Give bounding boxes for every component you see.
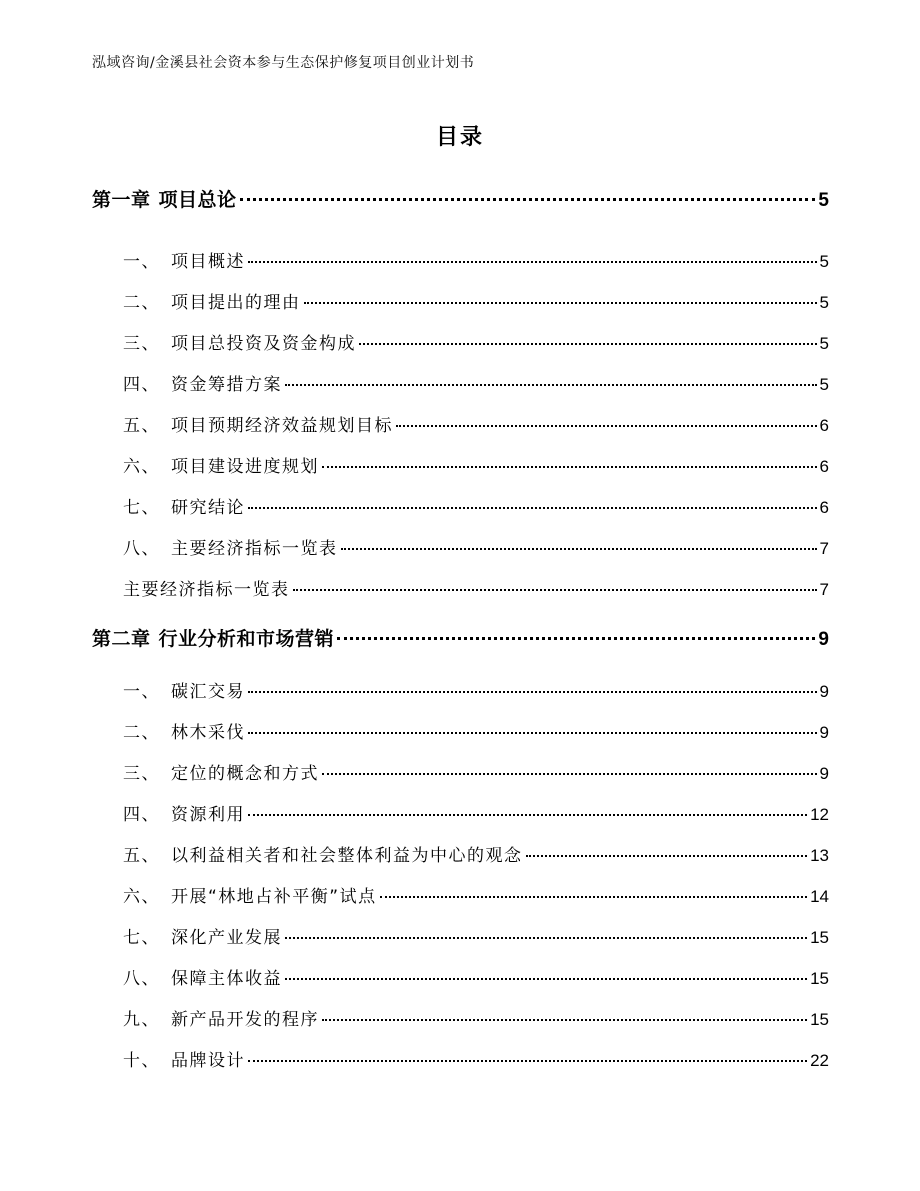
toc-section-title: 主要经济指标一览表: [171, 539, 338, 559]
dot-leader: [285, 383, 817, 386]
toc-section-entry[interactable]: [123, 534, 829, 559]
toc-section-number: 三、: [123, 334, 160, 354]
toc-section-entry[interactable]: [123, 800, 829, 825]
toc-section-number: 四、: [123, 375, 160, 395]
toc-entry-label: [92, 185, 237, 212]
toc-page-number: 14: [810, 887, 829, 906]
toc-section-number: 九、: [123, 1010, 160, 1030]
dot-leader: [304, 301, 817, 304]
toc-section-title: 资源利用: [171, 805, 245, 825]
toc-section-number: 二、: [123, 293, 160, 313]
toc-section-title: 主要经济指标一览表: [123, 580, 290, 600]
toc-section-entry[interactable]: [123, 288, 829, 313]
toc-section-entry[interactable]: [123, 759, 829, 784]
toc-section-entry[interactable]: [123, 452, 829, 477]
toc-page-number: 7: [819, 539, 829, 558]
dot-leader: [248, 260, 817, 263]
dot-leader: [248, 731, 817, 734]
toc-section-title: 以利益相关者和社会整体利益为中心的观念: [171, 846, 523, 866]
toc-section-title: 深化产业发展: [171, 928, 282, 948]
toc-section-title: 研究结论: [171, 498, 245, 518]
toc-section-entry[interactable]: [123, 247, 829, 272]
toc-section-entry[interactable]: [123, 575, 829, 600]
toc-section-title: 品牌设计: [171, 1051, 245, 1071]
toc-section-entry[interactable]: [123, 882, 829, 907]
toc-chapter-1[interactable]: [92, 185, 829, 212]
toc-section-entry[interactable]: [123, 1046, 829, 1071]
toc-section-title: 项目建设进度规划: [171, 457, 319, 477]
toc-page-number: 6: [819, 416, 829, 435]
toc-title: 目录: [435, 125, 484, 150]
toc-chapter-2[interactable]: [92, 624, 829, 651]
toc-section-title: 定位的概念和方式: [171, 764, 319, 784]
toc-chapter-title: 行业分析和市场营销: [158, 628, 335, 650]
toc-section-number: 五、: [123, 846, 160, 866]
toc-section-entry[interactable]: [123, 841, 829, 866]
dot-leader: [285, 977, 807, 980]
toc-section-title: 项目提出的理由: [171, 293, 301, 313]
toc-section-entry[interactable]: [123, 411, 829, 436]
dot-leader: [322, 772, 817, 775]
dot-leader: [248, 506, 817, 509]
toc-chapter-number: 第一章: [92, 189, 151, 211]
toc-page-number: 15: [810, 928, 829, 947]
toc-chapter-number: 第二章: [92, 628, 151, 650]
dot-leader: [240, 197, 816, 201]
toc-section-number: 一、: [123, 252, 160, 272]
toc-page-number: 13: [810, 846, 829, 865]
dot-leader: [248, 690, 817, 693]
toc-section-number: 一、: [123, 682, 160, 702]
toc-section-number: 六、: [123, 887, 160, 907]
toc-section-entry[interactable]: [123, 677, 829, 702]
toc-section-title: 开展“林地占补平衡”试点: [171, 887, 377, 907]
dot-leader: [285, 936, 807, 939]
dot-leader: [380, 895, 807, 898]
toc-page-number: 7: [819, 580, 829, 599]
toc-section-number: 五、: [123, 416, 160, 436]
toc-page-number: 9: [819, 723, 829, 742]
dot-leader: [293, 588, 817, 591]
toc-page-number: 9: [819, 764, 829, 783]
toc-page-number: 15: [810, 969, 829, 988]
toc-section-entry[interactable]: [123, 964, 829, 989]
toc-section-number: 七、: [123, 928, 160, 948]
toc-section-number: 二、: [123, 723, 160, 743]
toc-section-entry[interactable]: [123, 923, 829, 948]
toc-section-entry[interactable]: [123, 493, 829, 518]
dot-leader: [359, 342, 817, 345]
dot-leader: [337, 636, 815, 640]
toc-section-title: 项目预期经济效益规划目标: [171, 416, 393, 436]
toc-section-number: 八、: [123, 539, 160, 559]
toc-page-number: 5: [819, 293, 829, 312]
dot-leader: [322, 1018, 807, 1021]
toc-section-entry[interactable]: [123, 329, 829, 354]
toc-page-number: 6: [819, 457, 829, 476]
toc-page-number: 9: [818, 629, 829, 650]
toc-section-entry[interactable]: [123, 370, 829, 395]
toc-section-title: 新产品开发的程序: [171, 1010, 319, 1030]
toc-section-title: 碳汇交易: [171, 682, 245, 702]
toc-section-entry[interactable]: [123, 718, 829, 743]
dot-leader: [248, 1059, 807, 1062]
toc-section-title: 林木采伐: [171, 723, 245, 743]
toc-section-number: 六、: [123, 457, 160, 477]
running-header: 泓域咨询/金溪县社会资本参与生态保护修复项目创业计划书: [92, 55, 475, 71]
toc-chapter-title: 项目总论: [158, 189, 237, 211]
toc-page-number: 22: [810, 1051, 829, 1070]
toc-section-number: 三、: [123, 764, 160, 784]
toc-section-entry[interactable]: [123, 1005, 829, 1030]
dot-leader: [322, 465, 817, 468]
dot-leader: [248, 813, 807, 816]
toc-page-number: 9: [819, 682, 829, 701]
toc-page-number: 5: [819, 252, 829, 271]
dot-leader: [526, 854, 808, 857]
toc-section-title: 项目概述: [171, 252, 245, 272]
dot-leader: [396, 424, 817, 427]
toc-section-number: 四、: [123, 805, 160, 825]
toc-section-title: 保障主体收益: [171, 969, 282, 989]
toc-section-number: 七、: [123, 498, 160, 518]
toc-section-title: 资金筹措方案: [171, 375, 282, 395]
toc-section-number: 八、: [123, 969, 160, 989]
toc-page-number: 6: [819, 498, 829, 517]
toc-entry-label: [92, 624, 334, 651]
toc-page-number: 5: [819, 334, 829, 353]
toc-page-number: 12: [810, 805, 829, 824]
toc-section-title: 项目总投资及资金构成: [171, 334, 356, 354]
toc-page-number: 5: [818, 190, 829, 211]
toc-page-number: 5: [819, 375, 829, 394]
dot-leader: [341, 547, 817, 550]
toc-page-number: 15: [810, 1010, 829, 1029]
toc-section-number: 十、: [123, 1051, 160, 1071]
